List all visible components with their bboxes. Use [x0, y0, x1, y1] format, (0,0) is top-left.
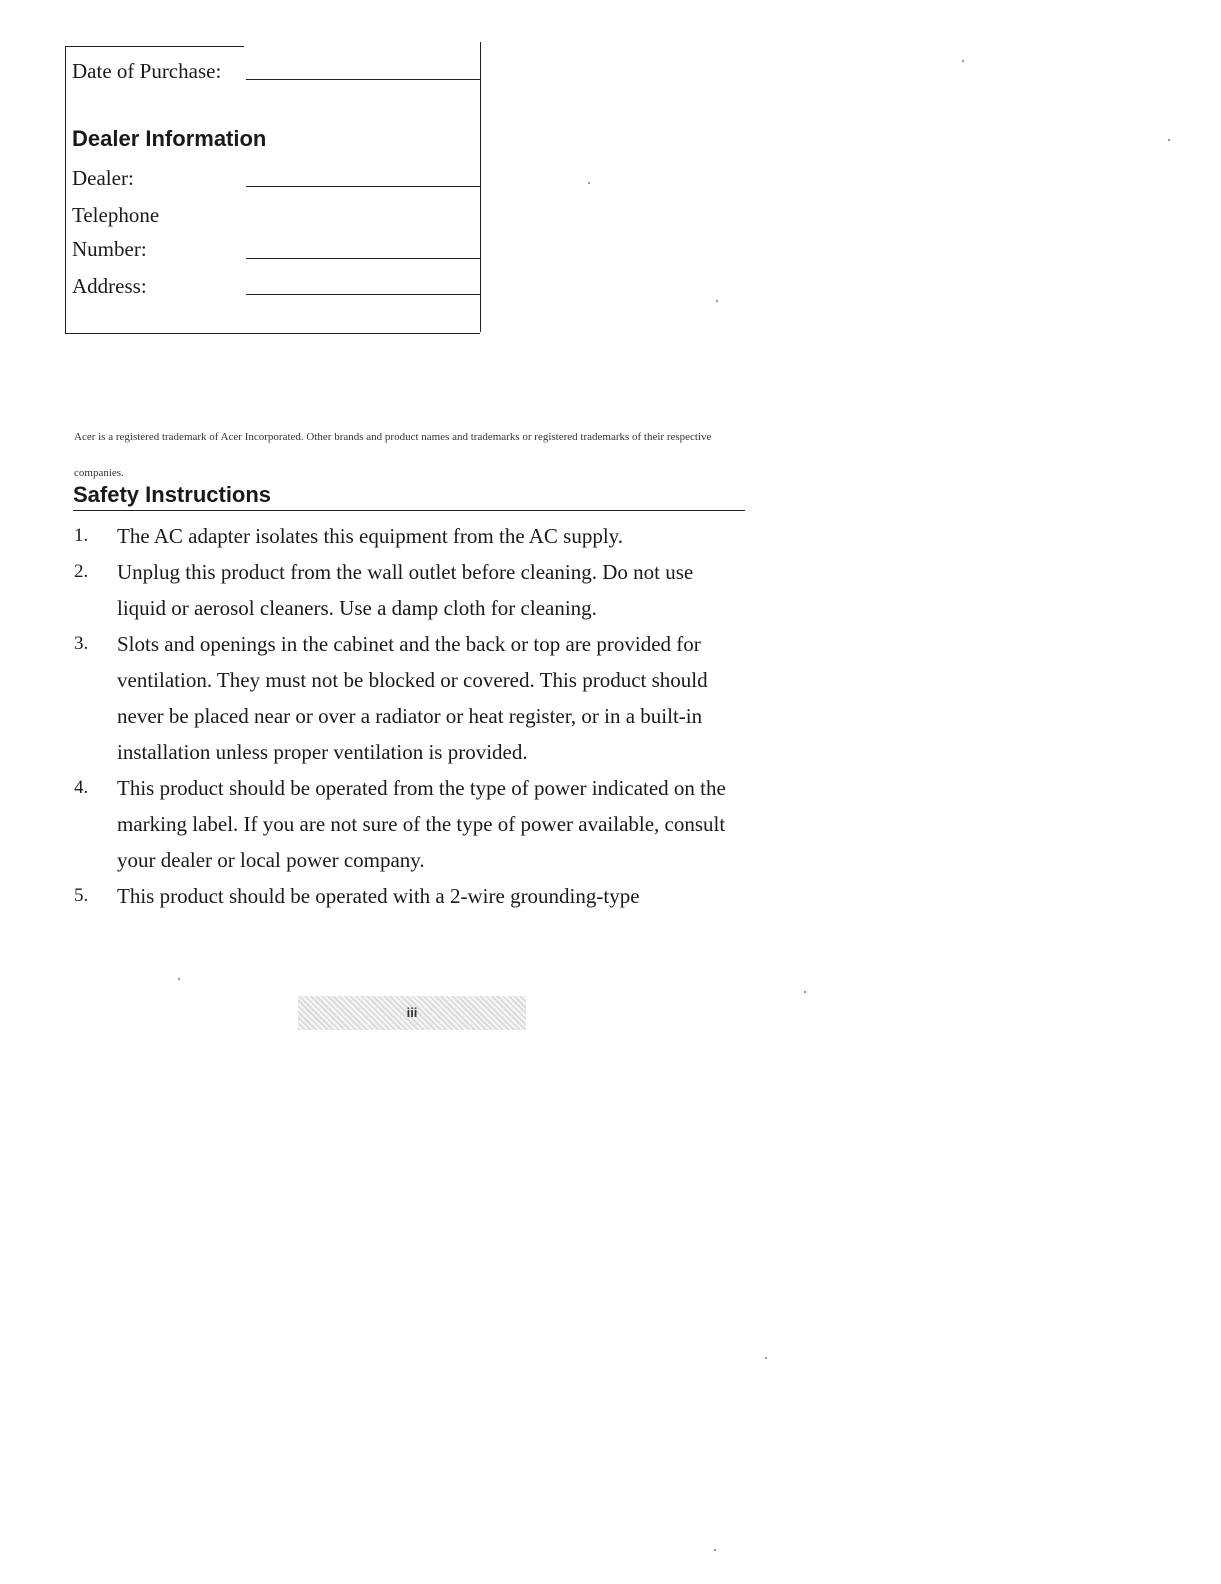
safety-item — [74, 770, 746, 878]
scan-speck — [765, 1357, 767, 1359]
scan-speck — [962, 60, 964, 62]
item-number: 1. — [74, 525, 89, 546]
safety-instructions-list — [74, 518, 746, 914]
address-label: Address: — [72, 274, 147, 298]
item-text: This product should be operated with a 2-wire grounding-type — [117, 884, 640, 908]
item-number: 5. — [74, 885, 89, 906]
safety-item — [74, 878, 746, 914]
scan-speck — [178, 978, 180, 980]
scan-speck — [588, 182, 590, 184]
safety-item — [74, 626, 746, 770]
item-text: This product should be operated from the type of power indicated on the marking label. If you are not sure of the type of power available, consult your dealer or local power company. — [117, 776, 726, 872]
scan-speck — [716, 300, 718, 302]
dealer-information-heading: Dealer Information — [72, 126, 267, 151]
safety-item — [74, 554, 746, 626]
scan-speck — [804, 991, 806, 993]
scan-speck — [714, 1549, 716, 1551]
telephone-number-label: Number: — [72, 237, 147, 261]
safety-instructions-heading: Safety Instructions — [73, 482, 272, 507]
telephone-label: Telephone — [72, 203, 160, 227]
date-of-purchase-label: Date of Purchase: — [72, 59, 222, 83]
date-of-purchase-line — [246, 79, 480, 80]
safety-heading-rule — [73, 510, 745, 511]
trademark-notice: Acer is a registered trademark of Acer Incorporated. Other brands and product names and trademarks or registered trademarks of their respective companies. — [74, 431, 712, 479]
item-text: Slots and openings in the cabinet and the back or top are provided for ventilation. They must not be blocked or covered. This product should never be placed near or over a radiator or heat register, or in a built-in installation unless proper ventilation is provided. — [117, 632, 708, 764]
address-line — [246, 294, 480, 295]
item-text: Unplug this product from the wall outlet before cleaning. Do not use liquid or aerosol cleaners. Use a damp cloth for cleaning. — [117, 560, 694, 620]
dealer-line — [246, 186, 480, 187]
item-text: The AC adapter isolates this equipment from the AC supply. — [117, 524, 624, 548]
dealer-info-box — [65, 46, 480, 334]
item-number: 4. — [74, 777, 89, 798]
page-number: iii — [298, 996, 526, 1030]
box-right-edge — [480, 42, 481, 332]
item-number: 3. — [74, 633, 89, 654]
telephone-line — [246, 258, 480, 259]
scan-speck — [1168, 139, 1170, 141]
item-number: 2. — [74, 561, 89, 582]
dealer-label: Dealer: — [72, 166, 134, 190]
safety-item — [74, 518, 746, 554]
box-top-edge — [66, 46, 244, 47]
